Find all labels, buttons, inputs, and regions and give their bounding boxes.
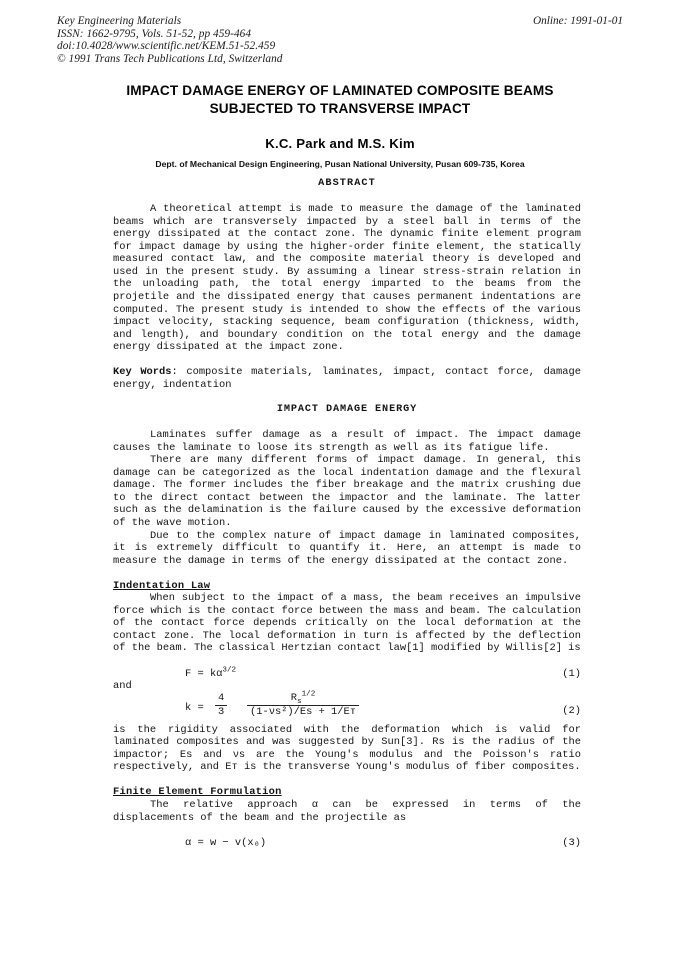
- abstract-heading: ABSTRACT: [318, 178, 376, 189]
- spacer: [113, 417, 581, 430]
- equation-1-number: (1): [562, 667, 581, 680]
- equation-3-row: [113, 837, 581, 850]
- equation-2-numerator-base: R: [290, 691, 298, 704]
- section-heading-impact-damage-energy: IMPACT DAMAGE ENERGY: [276, 403, 418, 415]
- equation-2-coefficient-numerator: 4: [218, 691, 225, 704]
- spacer: [113, 191, 581, 204]
- journal-header-right-block: [533, 15, 623, 28]
- spacer: [113, 354, 581, 367]
- equation-2-denominator: (1-νs²)/Es + 1/Eᴛ: [247, 705, 359, 718]
- equation-2-number: (2): [562, 704, 581, 717]
- indentation-law-para-1: When subject to the impact of a mass, the beam receives an impulsive force which is the contact force between the mass and beam. The calculation of the contact force depends critically on the local deformation at the contact zone. The local deformation in turn is affected by the deflection of the beam. The classical Hertzian contact law[1] modified by Willis[2] is: [113, 592, 581, 655]
- document-body: [113, 178, 581, 849]
- impact-damage-energy-para-1: Laminates suffer damage as a result of impact. The impact damage causes the laminate to loose its strength as well as its fatigue life.: [113, 429, 581, 454]
- keywords-paragraph: [113, 366, 581, 391]
- journal-doi-line[interactable]: doi:10.4028/www.scientific.net/KEM.51-52.459: [57, 40, 276, 53]
- equation-2-coefficient-denominator: 3: [215, 705, 227, 718]
- equation-2-numerator: [247, 690, 359, 706]
- spacer: [113, 774, 581, 787]
- finite-element-para-1: The relative approach α can be expressed in terms of the displacements of the beam and the projectile as: [113, 799, 581, 824]
- affiliation: Dept. of Mechanical Design Engineering, Pusan National University, Pusan 609-735, Korea: [155, 159, 525, 169]
- equation-1-expression: [185, 668, 236, 680]
- author-list: K.C. Park and M.S. Kim: [265, 136, 415, 151]
- equation-2-expression: [185, 690, 581, 724]
- equation-3-number: (3): [562, 836, 581, 849]
- equation-1-lhs: F = kα: [185, 667, 223, 680]
- equation-connector-and: and: [113, 680, 132, 693]
- equation-2-main-fraction: [247, 690, 359, 718]
- journal-header-left-block: [57, 15, 283, 65]
- spacer: [113, 655, 581, 668]
- online-date: Online: 1991-01-01: [532, 15, 623, 27]
- paper-title-line-2: SUBJECTED TO TRANSVERSE IMPACT: [209, 100, 471, 116]
- subsection-heading-indentation-law: Indentation Law: [113, 579, 211, 592]
- paper-title-line-1: IMPACT DAMAGE ENERGY OF LAMINATED COMPOSITE BEAMS: [126, 83, 554, 98]
- abstract-text: A theoretical attempt is made to measure the damage of the laminated beams which are transversely impacted by a steel ball in terms of the energy dissipated at the contact zone. The dynamic finite element program for impact damage by using the higher-order finite element, the statically measured contact law, and the composite material theory is developed and used in the present study. By assuming a linear stress-strain relation in the unloading path, the total energy imparted to the beams from the projetile and the dissipated energy that causes permanent indentations are computed. The present study is intended to show the effects of the various impact velocity, stacking sequence, beam configuration (thickness, width, and length), and boundary condition on the total energy and the damage energy dissipated at the impact zone.: [113, 203, 581, 354]
- equation-1-exponent: 3/2: [222, 666, 237, 675]
- equation-3-expression: α = w − v(x₀): [185, 836, 267, 849]
- spacer: [113, 567, 581, 580]
- spacer: [113, 824, 581, 837]
- page-title: [60, 82, 620, 117]
- equation-2-numerator-subscript: s: [297, 697, 302, 706]
- journal-header: [57, 15, 623, 65]
- equation-1-row: [113, 668, 581, 681]
- equation-2-numerator-exponent: 1/2: [301, 690, 316, 699]
- journal-name: Key Engineering Materials: [57, 15, 182, 27]
- indentation-law-para-2: is the rigidity associated with the deformation which is valid for laminated composites and was suggested by Sun[3]. Rs is the radius of the impactor; Es and νs are the Young's modulus and the Poisson's ratio respectively, and Eᴛ is the transverse Young's modulus of fiber composites.: [113, 723, 581, 774]
- keywords-label: Key Words: [113, 366, 172, 379]
- keywords-text: : composite materials, laminates, impact, contact force, damage energy, indentation: [113, 366, 581, 391]
- equation-2-coefficient-fraction: [215, 693, 227, 718]
- title-block: [60, 82, 620, 169]
- impact-damage-energy-para-3: Due to the complex nature of impact damage in laminated composites, it is extremely difficult to quantify it. Here, an attempt is made to measure the damage in terms of the energy dissipated at the contact zone.: [113, 529, 581, 567]
- impact-damage-energy-para-2: There are many different forms of impact damage. In general, this damage can be categorized as the local indentation damage and the flexural damage. The former includes the fiber breakage and the matrix crushing due to the direct contact between the impactor and the laminate. The latter such as the delamination is the failure caused by the excessive deformation of the wave motion.: [113, 454, 581, 529]
- equation-2-lhs: k =: [185, 701, 204, 714]
- subsection-heading-finite-element-formulation: Finite Element Formulation: [113, 786, 282, 799]
- equation-2-row: [113, 690, 581, 724]
- spacer: [113, 391, 581, 404]
- journal-issn-line: ISSN: 1662-9795, Vols. 51-52, pp 459-464: [57, 27, 252, 40]
- journal-copyright-line: © 1991 Trans Tech Publications Ltd, Switzerland: [57, 52, 283, 65]
